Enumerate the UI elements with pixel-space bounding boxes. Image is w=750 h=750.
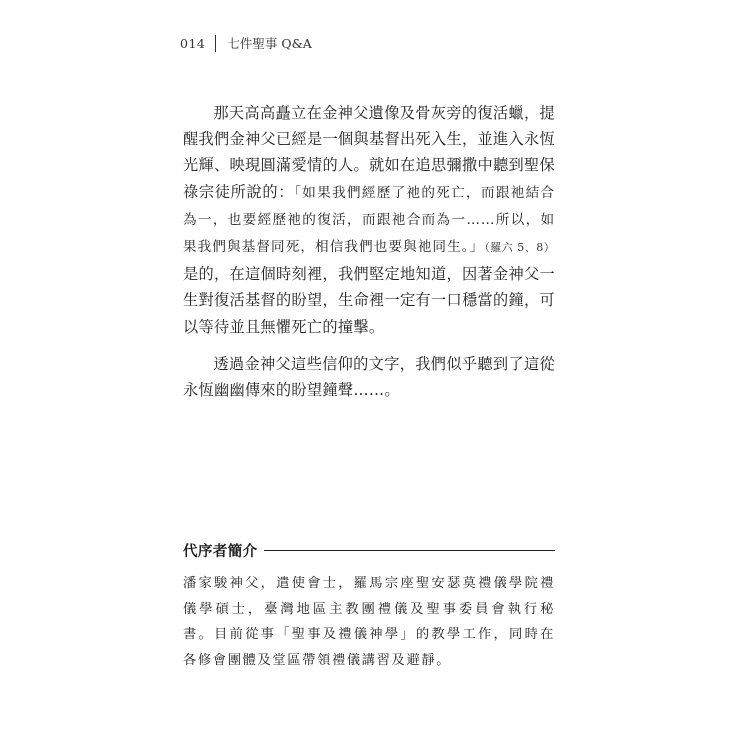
bio-heading	[183, 538, 555, 562]
paragraph-1-intro: 那天高高矗立在金神父遺像及骨灰旁的復活蠟，提醒我們金神父已經是一個與基督出死入生，並進入永恆光輝、映現圓滿愛情的人。就如在追思彌撒中聽到聖保祿宗徒所說的：	[183, 104, 555, 201]
bio-text: 潘家駿神父，遣使會士，羅馬宗座聖安瑟莫禮儀學院禮儀學碩士，臺灣地區主教團禮儀及聖事委員會執行秘書。目前從事「聖事及禮儀神學」的教學工作，同時在各修會團體及堂區帶領禮儀講習及避靜。	[183, 576, 555, 668]
running-title: 七件聖事 Q&A	[227, 36, 312, 51]
bio-rule	[264, 550, 556, 551]
scripture-quote: 「如果我們經歷了祂的死亡，而跟祂結合為一，也要經歷祂的復活，而跟祂合而為一……所以，如果我們與基督同死，相信我們也要與祂同生。」	[183, 184, 555, 256]
page-number: 014	[180, 35, 206, 51]
running-header	[180, 34, 312, 52]
scripture-reference: （羅六 5、8）	[484, 241, 555, 255]
bio-title: 代序者簡介	[183, 543, 258, 560]
header-divider	[215, 35, 216, 52]
author-bio	[183, 538, 555, 673]
paragraph-1-rest: 是的，在這個時刻裡，我們堅定地知道，因著金神父一生對復活基督的盼望，生命裡一定有一口穩當的鐘，可以等待並且無懼死亡的撞擊。	[183, 265, 555, 336]
main-text	[183, 100, 555, 403]
paragraph-2: 透過金神父這些信仰的文字，我們似乎聽到了這從永恆幽幽傳來的盼望鐘聲……。	[183, 354, 555, 400]
paragraph-1	[183, 100, 555, 340]
